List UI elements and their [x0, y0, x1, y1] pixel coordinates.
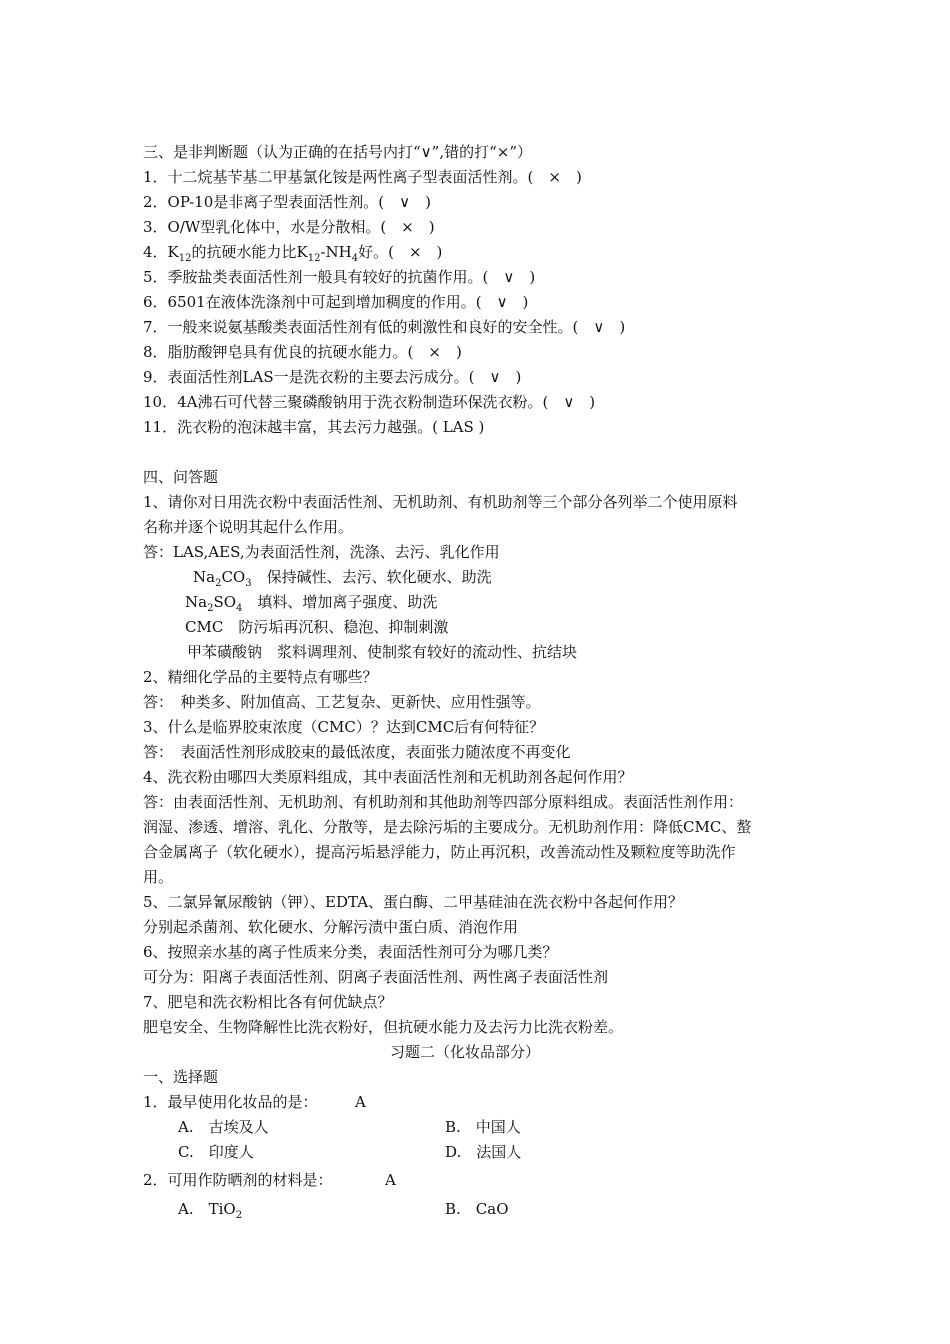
- tf-item-1: 1．十二烷基苄基二甲基氯化铵是两性离子型表面活性剂。( × ): [143, 168, 582, 186]
- choice-1-option-c: C. 印度人: [178, 1143, 254, 1161]
- answer-6: 可分为：阳离子表面活性剂、阴离子表面活性剂、两性离子表面活性剂: [143, 968, 609, 986]
- answer-1-na2co3: $Na_2CO_3$ 保持碱性、去污、软化硬水、助洗: [193, 568, 492, 589]
- question-6: 6、按照亲水基的离子性质来分类，表面活性剂可分为哪几类？: [143, 943, 558, 961]
- section-4-title: 四、问答题: [143, 468, 219, 486]
- exercise-2-title: 习题二（化妆品部分）: [390, 1043, 541, 1061]
- tf-item-4: 4．$K_{12}$的抗硬水能力比$K_{12}-NH_4$好。( × ): [143, 243, 443, 264]
- answer-1-cmc: CMC 防污垢再沉积、稳泡、抑制刺激: [185, 618, 449, 636]
- tf-item-2: 2．OP-10是非离子型表面活性剂。( ∨ ): [143, 193, 431, 211]
- choice-2-option-b: B. CaO: [445, 1200, 509, 1218]
- answer-4-line-1: 答：由表面活性剂、无机助剂、有机助剂和其他助剂等四部分原料组成。表面活性剂作用：: [143, 793, 744, 811]
- tf-item-11: 11．洗衣粉的泡沫越丰富，其去污力越强。( LAS ): [143, 418, 485, 436]
- answer-1-toluene: 甲苯磺酸钠 浆料调理剂、使制浆有较好的流动性、抗结块: [187, 643, 578, 661]
- answer-1: 答：LAS,AES,为表面活性剂，洗涤、去污、乳化作用: [143, 543, 500, 561]
- tf-item-6: 6．6501在液体洗涤剂中可起到增加稠度的作用。( ∨ ): [143, 293, 529, 311]
- question-3: 3、什么是临界胶束浓度（CMC）？达到CMC后有何特征？: [143, 718, 545, 736]
- choice-question-1: 1．最早使用化妆品的是： A: [143, 1093, 366, 1111]
- tf-item-5: 5．季胺盐类表面活性剂一般具有较好的抗菌作用。( ∨ ): [143, 268, 536, 286]
- question-2: 2、精细化学品的主要特点有哪些？: [143, 668, 378, 686]
- answer-4-line-2: 润湿、渗透、增溶、乳化、分散等，是去除污垢的主要成分。无机助剂作用：降低CMC、螯: [143, 818, 752, 836]
- answer-3: 答： 表面活性剂形成胶束的最低浓度，表面张力随浓度不再变化: [143, 743, 571, 761]
- choice-1-option-b: B. 中国人: [445, 1118, 521, 1136]
- tf-item-8: 8．脂肪酸钾皂具有优良的抗硬水能力。( × ): [143, 343, 462, 361]
- answer-1-na2so4: $Na_2SO_4$ 填料、增加离子强度、助洗: [185, 593, 438, 614]
- choice-section-title: 一、选择题: [143, 1068, 219, 1086]
- question-1-line-2: 名称并逐个说明其起什么作用。: [143, 518, 354, 536]
- tf-item-7: 7．一般来说氨基酸类表面活性剂有低的刺激性和良好的安全性。( ∨ ): [143, 318, 626, 336]
- choice-1-option-a: A. 古埃及人: [178, 1118, 269, 1136]
- answer-2: 答： 种类多、附加值高、工艺复杂、更新快、应用性强等。: [143, 693, 541, 711]
- question-7: 7、肥皂和洗衣粉相比各有何优缺点？: [143, 993, 393, 1011]
- question-1-line-1: 1、请你对日用洗衣粉中表面活性剂、无机助剂、有机助剂等三个部分各列举二个使用原料: [143, 493, 738, 511]
- answer-7: 肥皂安全、生物降解性比洗衣粉好，但抗硬水能力及去污力比洗衣粉差。: [143, 1018, 624, 1036]
- choice-question-2: 2．可用作防晒剂的材料是： A: [143, 1171, 396, 1189]
- question-5: 5、二氯异氰尿酸钠（钾）、EDTA、蛋白酶、二甲基硅油在洗衣粉中各起何作用？: [143, 893, 684, 911]
- choice-2-option-a: A. TiO$_2$: [178, 1200, 243, 1221]
- question-4: 4、洗衣粉由哪四大类原料组成，其中表面活性剂和无机助剂各起何作用？: [143, 768, 633, 786]
- answer-4-line-4: 用。: [143, 868, 174, 886]
- tf-item-9: 9．表面活性剂LAS一是洗衣粉的主要去污成分。( ∨ ): [143, 368, 522, 386]
- choice-1-option-d: D. 法国人: [445, 1143, 522, 1161]
- tf-item-10: 10．4A沸石可代替三聚磷酸钠用于洗衣粉制造环保洗衣粉。( ∨ ): [143, 393, 596, 411]
- section-3-title: 三、是非判断题（认为正确的在括号内打“∨”,错的打“×”）: [143, 143, 532, 161]
- tf-item-3: 3．O/W型乳化体中，水是分散相。( × ): [143, 218, 435, 236]
- answer-4-line-3: 合金属离子（软化硬水），提高污垢悬浮能力，防止再沉积，改善流动性及颗粒度等助洗作: [143, 843, 736, 861]
- answer-5: 分别起杀菌剂、软化硬水、分解污渍中蛋白质、消泡作用: [143, 918, 519, 936]
